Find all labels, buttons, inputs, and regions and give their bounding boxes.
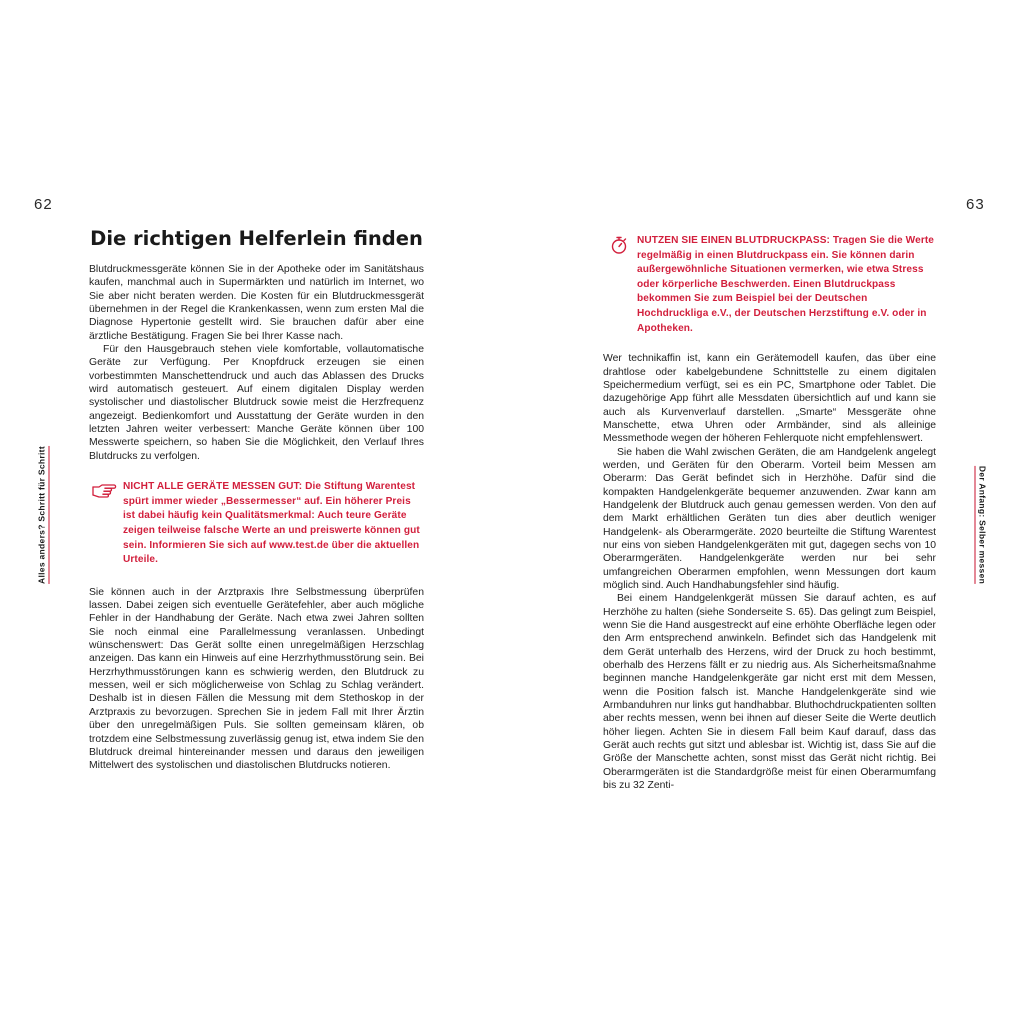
stopwatch-icon — [609, 234, 637, 260]
paragraph: Sie haben die Wahl zwischen Geräten, die am Handgelenk angelegt werden, und Geräten für den Oberarm. Vorteil beim Messen am Oberarm: Das Gerät befindet sich in Herzhöhe. Dafür sind die kompakten Handgelenkgeräte bequemer anzuwenden. Zwar kann am Handgelenk der Blutdruck auch genau gemessen werden. Von den auf dem Markt erhältlichen Geräten tun dies aber deutlich weniger Handgelenk- als Oberarmgeräte. 2020 beurteilte die Stiftung Warentest nur eins von sieben Handgelenkgeräten mit gut, dagegen sechs von 10 Oberarmgeräten. Handgelenkgeräte werden nur bei sehr umfangreichen Oberarmen empfohlen, wenn Messungen dort kaum möglich sind. Auch Handhabungsfehler sind häufig. — [603, 446, 936, 591]
right-page-column — [603, 234, 936, 793]
paragraph: Für den Hausgebrauch stehen viele komfortable, vollautomatische Geräte zur Verfügung. Per Knopfdruck erzeugen sie einen vorbestimmten Manschettendruck und auch das Ablassen des Drucks wird automatisch gesteuert. Auf einem digitalen Display werden systolischer und diastolischer Blutdruck sowie meist die Herzfrequenz angezeigt. Bedienkomfort und Ausstattung der Geräte wurden in den letzten Jahren weiter verbessert: Manche Geräte können über 100 Messwerte speichern, so haben Sie die Möglichkeit, den Verlauf Ihres Blutdrucks zu verfolgen. — [89, 344, 424, 462]
page-number-left: 62 — [34, 196, 53, 213]
tip-box-left — [91, 480, 424, 568]
paragraph: Bei einem Handgelenkgerät müssen Sie darauf achten, es auf Herzhöhe zu halten (siehe Sonderseite S. 65). Das gelingt zum Beispiel, wenn Sie die Hand ausgestreckt auf eine erhöhte Oberfläche legen oder den Arm entsprechend anwinkeln. Befindet sich das Handgelenk mit dem Gerät unterhalb des Herzens, wird der Druck zu hoch bestimmt, oberhalb des Herzens fällt er zu niedrig aus. Als Sicherheitsmaßnahme beginnen manche Handgelenkgeräte gar nicht erst mit dem Messen, wenn die Position falsch ist. Manche Handgelenkgeräte sind wie Armbanduhren nur links gut handhabbar. Bluthochdruckpatienten sollten aber rechts messen, wenn bei ihnen auf dieser Seite die Werte deutlich höher liegen. Achten Sie in diesem Fall beim Kauf darauf, dass das Gerät auch rechts gut sitzt und ablesbar ist. Wichtig ist, dass Sie auf die Größe der Manschette achten, sonst misst das Gerät nicht richtig. Bei Oberarmgeräten ist die Standardgröße meist für einen Oberarmumfang bis zu 32 Zenti- — [603, 593, 936, 792]
tip-text: NICHT ALLE GERÄTE MESSEN GUT: Die Stiftung Warentest spürt immer wieder „Bessermesser“ auf. Ein höherer Preis ist dabei häufig kein Qualitätsmerkmal: Auch teure Geräte zeigen teilweise falsche Werte an und preiswerte können gut sein. Informieren Sie sich auf www.test.de über die aktuellen Urteile. — [123, 481, 420, 566]
page-number-right: 63 — [966, 196, 985, 213]
pointing-hand-icon — [91, 480, 121, 504]
left-page-column — [89, 263, 424, 773]
tip-text: NUTZEN SIE EINEN BLUTDRUCKPASS: Tragen Sie die Werte regelmäßig in einen Blutdruckpass ein. Sie können darin außergewöhnliche Situationen vermerken, wie etwa Stress oder körperliche Beschwerden. Einen Blutdruckpass bekommen Sie zum Beispiel bei der Deutschen Hochdruckliga e.V., der Deutschen Herzstiftung e.V. oder in Apotheken. — [637, 235, 935, 334]
paragraph: Sie können auch in der Arztpraxis Ihre Selbstmessung überprüfen lassen. Dabei zeigen sich eventuelle Gerätefehler, aber auch mögliche Fehler in der Handhabung der Geräte. Nach etwa zwei Jahren sollten Sie noch einmal eine Parallelmessung veranlassen. Unbedingt wünschenswert: Das Gerät sollte einen unregelmäßigen Herzschlag anzeigen. Das kann ein Hinweis auf eine Herzrhythmusstörung sein. Bei Herzrhythmusstörungen kann es schwierig werden, den Blutdruck zu messen, weil er sich möglicherweise von Schlag zu Schlag verändert. Deshalb ist in diesen Fällen die Messung mit dem Stethoskop in der Arztpraxis zu bevorzugen. Sprechen Sie in jedem Fall mit Ihrer Ärztin über den unregelmäßigen Puls. Sie sollten gemeinsam klären, ob trotzdem eine Selbstmessung zuverlässig genug ist, etwa indem Sie den Blutdruck dreimal hintereinander messen und daraus den jeweiligen Mittelwert des systolischen und diastolischen Blutdrucks notieren. — [89, 586, 424, 772]
paragraph: Blutdruckmessgeräte können Sie in der Apotheke oder im Sanitätshaus kaufen, manchmal auch in Supermärkten und natürlich im Internet, wo Sie aber nicht beraten werden. Die Kosten für ein Blutdruckmessgerät übernehmen in der Regel die Krankenkassen, wenn zum ersten Mal die Diagnose Hypertonie gestellt wird. Sie brauchen dafür aber eine ärztliche Bestätigung. Fragen Sie bei Ihrer Kasse nach. — [89, 264, 424, 342]
section-heading: Die richtigen Helferlein finden — [90, 227, 423, 250]
side-label-left: Alles anders? Schritt für Schritt — [37, 446, 50, 584]
tip-box-right — [609, 234, 936, 336]
side-label-right: Der Anfang: Selber messen — [975, 466, 988, 584]
paragraph: Wer technikaffin ist, kann ein Gerätemodell kaufen, das über eine drahtlose oder kabelgebundene Schnittstelle zu einem digitalen Speichermedium verfügt, sei es ein PC, Smartphone oder Tablet. Die dazugehörige App führt alle Messdaten übersichtlich auf und kann sie auch als Kurvenverlauf darstellen. „Smarte“ Messgeräte ohne Manschette, etwa Uhren oder Armbänder, sind als alleinige Messmethode wegen der höheren Fehlerquote nicht empfehlenswert. — [603, 353, 936, 445]
